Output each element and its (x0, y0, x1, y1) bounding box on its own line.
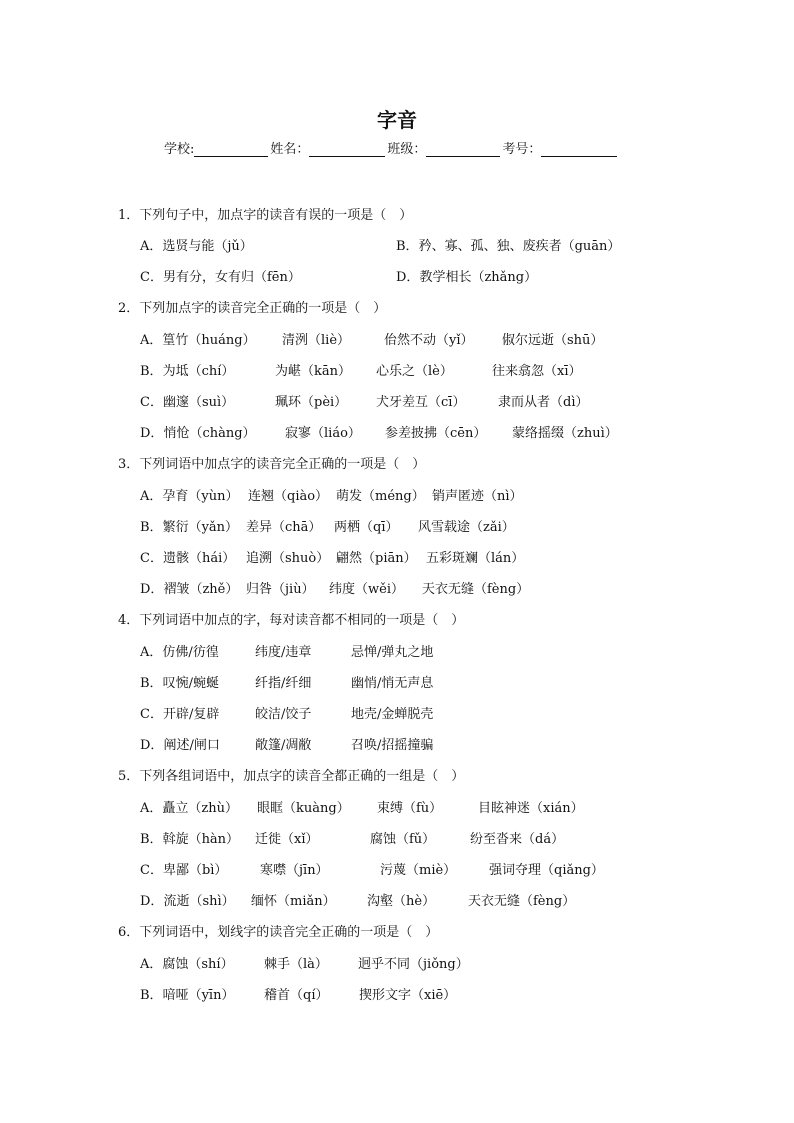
option-item: 地壳/金蝉脱壳 (351, 707, 434, 722)
question-5-option-b[interactable] (140, 831, 760, 849)
option-item: 心乐之（lè） (376, 364, 453, 379)
question-4-option-a[interactable] (140, 644, 760, 662)
option-item: 强词夺理（qiǎng） (489, 863, 604, 878)
option-letter: B． (140, 988, 163, 1003)
option-letter: C． (140, 551, 163, 566)
option-c[interactable] (140, 269, 301, 287)
question-2-option-a[interactable] (140, 332, 760, 350)
option-letter: D． (396, 270, 420, 285)
exam-number-blank[interactable] (541, 142, 617, 157)
option-item: 腐蚀（shí） (162, 957, 234, 972)
option-item: 纬度（wěi） (329, 582, 404, 597)
option-letter: A． (140, 957, 163, 972)
option-item: 幽悄/悄无声息 (351, 676, 434, 691)
option-item: 佁然不动（yǐ） (384, 333, 474, 348)
option-item: 归咎（jiù） (246, 582, 315, 597)
option-letter: C． (140, 863, 163, 878)
option-letter: C． (140, 395, 163, 410)
option-letter: C． (140, 707, 163, 722)
option-item: 揳形文字（xiē） (359, 988, 457, 1003)
question-2-stem: 2．下列加点字的读音完全正确的一项是（ ） (118, 301, 387, 316)
question-3-option-b[interactable] (140, 519, 760, 537)
question-4-stem: 4．下列词语中加点的字，每对读音都不相同的一项是（ ） (118, 613, 465, 628)
question-3-option-a[interactable] (140, 488, 760, 506)
question-5-option-c[interactable] (140, 862, 760, 880)
option-item: 天衣无缝（fèng） (468, 894, 576, 909)
option-item: 繁衍（yǎn） (162, 520, 239, 535)
option-item: 清洌（liè） (282, 333, 351, 348)
option-item: 纤指/纤细 (255, 676, 312, 691)
option-item: 叹惋/蜿蜒 (162, 676, 219, 691)
option-item: 往来翕忽（xī） (492, 364, 582, 379)
option-text: 矜、寡、孤、独、废疾者（guān） (418, 239, 621, 254)
question-3-option-c[interactable] (140, 550, 760, 568)
option-item: 天衣无缝（fèng） (422, 582, 530, 597)
option-item: 皎洁/饺子 (255, 707, 312, 722)
option-letter: D． (140, 738, 164, 753)
option-item: 迥乎不同（jiǒng） (358, 957, 469, 972)
option-item: 忌惮/弹丸之地 (351, 645, 434, 660)
name-blank[interactable] (309, 142, 385, 157)
option-item: 斡旋（hàn） (162, 832, 240, 847)
question-6-option-a[interactable] (140, 956, 760, 974)
question-6-option-b[interactable] (140, 987, 760, 1005)
option-letter: B． (140, 520, 163, 535)
school-label: 学校: (164, 142, 195, 157)
option-b[interactable] (396, 238, 620, 256)
option-item: 沟壑（hè） (367, 894, 436, 909)
option-item: 两栖（qī） (334, 520, 399, 535)
option-item: 寒噤（jīn） (260, 863, 329, 878)
option-item: 污蔑（miè） (380, 863, 457, 878)
option-item: 稽首（qí） (264, 988, 329, 1003)
option-item: 参差披拂（cēn） (385, 426, 487, 441)
option-item: 萌发（méng） (336, 489, 425, 504)
option-letter: A． (140, 645, 163, 660)
option-letter: D． (140, 582, 164, 597)
option-letter: D． (140, 426, 164, 441)
option-item: 流逝（shì） (163, 894, 235, 909)
option-item: 阐述/闸口 (163, 738, 220, 753)
option-item: 隶而从者（dì） (498, 395, 589, 410)
question-5-stem: 5．下列各组词语中，加点字的读音全都正确的一组是（ ） (118, 769, 465, 784)
option-item: 遗骸（hái） (162, 551, 236, 566)
option-letter: B． (140, 832, 163, 847)
option-item: 孕育（yùn） (162, 489, 239, 504)
option-item: 犬牙差互（cī） (376, 395, 466, 410)
option-item: 风雪载途（zǎi） (418, 520, 515, 535)
option-item: 幽邃（suì） (162, 395, 235, 410)
question-3-option-d[interactable] (140, 581, 760, 599)
option-item: 敞篷/凋敝 (255, 738, 312, 753)
question-2-option-c[interactable] (140, 394, 760, 412)
option-item: 迁徙（xǐ） (255, 832, 319, 847)
option-text: 选贤与能（jǔ） (162, 239, 253, 254)
option-item: 矗立（zhù） (162, 801, 238, 816)
option-item: 悄怆（chàng） (163, 426, 256, 441)
question-1-option-row-ab (140, 238, 700, 256)
option-item: 连翘（qiào） (248, 489, 329, 504)
class-label: 班级： (387, 142, 427, 157)
option-letter: C． (140, 270, 163, 285)
student-info-line (164, 138, 619, 157)
option-item: 棘手（là） (264, 957, 328, 972)
name-label: 姓名： (270, 142, 310, 157)
option-d[interactable] (396, 269, 537, 287)
option-item: 寂寥（liáo） (285, 426, 361, 441)
option-item: 目眩神迷（xián） (478, 801, 584, 816)
exam-number-label: 考号： (502, 142, 542, 157)
option-item: 翩然（piān） (336, 551, 417, 566)
option-item: 俶尔远逝（shū） (502, 333, 604, 348)
question-4-option-d[interactable] (140, 737, 760, 755)
question-5-option-d[interactable] (140, 893, 760, 911)
question-1-option-row-cd (140, 269, 700, 287)
option-text: 教学相长（zhǎng） (419, 270, 538, 285)
option-item: 缅怀（miǎn） (251, 894, 336, 909)
option-item: 五彩斑斓（lán） (426, 551, 525, 566)
option-letter: B． (140, 364, 163, 379)
option-item: 召唤/招摇撞骗 (351, 738, 434, 753)
page-title: 字音 (377, 108, 417, 132)
option-letter: B． (396, 239, 419, 254)
option-letter: D． (140, 894, 164, 909)
option-letter: B． (140, 676, 163, 691)
option-letter: A． (140, 489, 163, 504)
question-1-stem: 1．下列句子中，加点字的读音有误的一项是（ ） (118, 208, 413, 223)
option-item: 卑鄙（bì） (162, 863, 228, 878)
option-item: 开辟/复辟 (162, 707, 220, 722)
option-item: 篁竹（huáng） (162, 333, 256, 348)
option-item: 为坻（chí） (162, 364, 235, 379)
option-item: 为嵁（kān） (275, 364, 352, 379)
option-item: 腐蚀（fǔ） (370, 832, 436, 847)
class-blank[interactable] (426, 142, 500, 157)
question-5-option-a[interactable] (140, 800, 760, 818)
question-2-option-b[interactable] (140, 363, 760, 381)
option-a[interactable] (140, 238, 253, 256)
question-4-option-b[interactable] (140, 675, 760, 693)
question-6-stem: 6．下列词语中，划线字的读音完全正确的一项是（ ） (118, 925, 439, 940)
option-item: 销声匿迹（nì） (432, 489, 523, 504)
option-item: 眼眶（kuàng） (257, 801, 350, 816)
option-item: 纬度/违章 (255, 645, 312, 660)
option-item: 追溯（shuò） (246, 551, 330, 566)
option-item: 束缚（fù） (377, 801, 443, 816)
option-item: 差异（chā） (246, 520, 322, 535)
option-letter: A． (140, 801, 163, 816)
option-item: 纷至沓来（dá） (470, 832, 565, 847)
option-item: 褶皱（zhě） (163, 582, 239, 597)
option-item: 喑哑（yīn） (162, 988, 235, 1003)
option-item: 蒙络摇缀（zhuì） (512, 426, 618, 441)
option-letter: A． (140, 239, 163, 254)
option-letter: A． (140, 333, 163, 348)
option-text: 男有分，女有归（fēn） (162, 270, 301, 285)
option-item: 仿佛/彷徨 (162, 645, 219, 660)
question-3-stem: 3．下列词语中加点字的读音完全正确的一项是（ ） (118, 457, 426, 472)
school-blank[interactable] (194, 142, 268, 157)
question-4-option-c[interactable] (140, 706, 760, 724)
option-item: 珮环（pèi） (275, 395, 348, 410)
question-2-option-d[interactable] (140, 425, 760, 443)
